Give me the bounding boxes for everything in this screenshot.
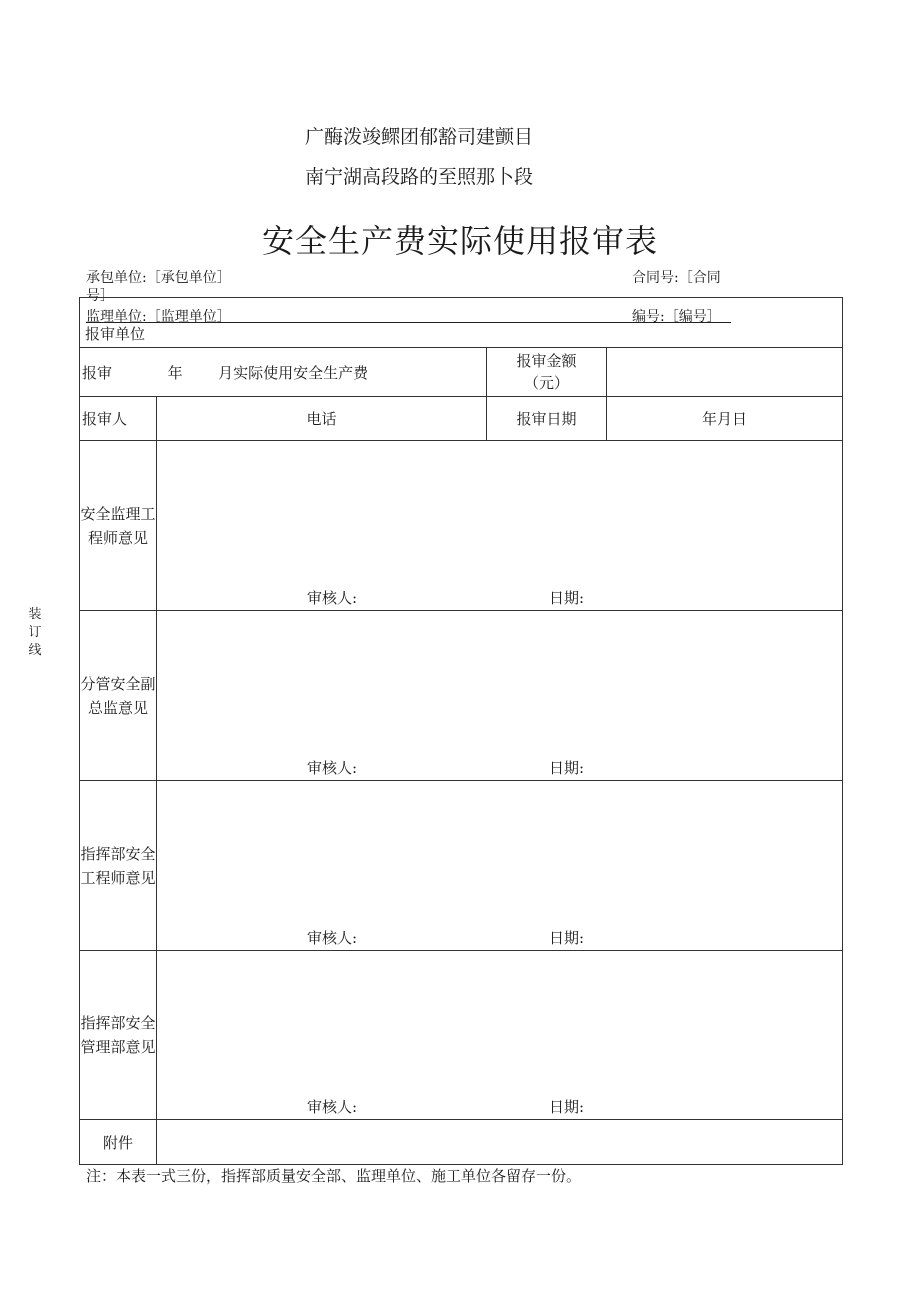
period-cell — [80, 348, 487, 397]
opinion-label-cell — [80, 611, 157, 781]
phone-cell[interactable] — [157, 397, 487, 441]
opinion-label: 分管安全副总监意见 — [80, 674, 156, 717]
phone-label: 电话 — [306, 410, 337, 428]
attachment-label-cell — [80, 1120, 157, 1165]
opinion-content-cell[interactable] — [157, 951, 843, 1120]
opinion-label-cell — [80, 781, 157, 951]
opinion-row — [80, 441, 843, 611]
opinion-row — [80, 781, 843, 951]
opinion-date-label: 日期: — [549, 759, 585, 777]
report-form-table — [79, 297, 843, 1165]
period-row — [80, 348, 843, 397]
reviewer-label: 审核人: — [307, 929, 358, 947]
report-date-value-cell[interactable] — [607, 397, 843, 441]
reviewer-label: 审核人: — [307, 759, 358, 777]
footnote: 注：本表一式三份，指挥部质量安全部、监理单位、施工单位各留存一份。 — [86, 1167, 582, 1185]
opinion-content-cell[interactable] — [157, 441, 843, 611]
binding-line-text: 装订线 — [28, 607, 42, 658]
reporter-label-cell — [80, 397, 157, 441]
reviewer-label: 审核人: — [307, 1098, 358, 1116]
contract-number-wrap: 号］ — [86, 288, 114, 304]
amount-label-cell — [487, 348, 607, 397]
amount-label-line1: 报审金额 — [516, 352, 577, 370]
opinion-date-label: 日期: — [549, 589, 585, 607]
amount-value-cell[interactable] — [607, 348, 843, 397]
opinion-date-label: 日期: — [549, 1098, 585, 1116]
period-year: 年 — [167, 363, 183, 382]
attachment-label: 附件 — [102, 1133, 133, 1152]
report-unit-label: 报审单位 — [85, 325, 146, 343]
supervisor-field: 监理单位:［监理单位］ — [86, 309, 231, 325]
attachment-content-cell[interactable] — [157, 1120, 843, 1165]
opinion-label-cell — [80, 951, 157, 1120]
report-date-value: 年月日 — [702, 410, 748, 428]
attachment-row — [80, 1120, 843, 1165]
opinion-row — [80, 951, 843, 1120]
amount-label-line2: （元） — [523, 374, 569, 392]
period-prefix: 报审 — [82, 363, 113, 382]
report-unit-cell[interactable] — [80, 298, 843, 348]
opinion-content-cell[interactable] — [157, 611, 843, 781]
opinion-row — [80, 611, 843, 781]
contract-number-field: 合同号:［合同 — [632, 270, 721, 286]
opinion-label: 指挥部安全工程师意见 — [80, 844, 156, 887]
opinion-content-cell[interactable] — [157, 781, 843, 951]
contractor-field: 承包单位:［承包单位］ — [86, 270, 231, 286]
opinion-date-label: 日期: — [549, 929, 585, 947]
opinion-label: 安全监理工程师意见 — [80, 504, 156, 547]
period-suffix: 月实际使用安全生产费 — [218, 363, 369, 382]
report-date-label: 报审日期 — [516, 410, 577, 428]
page-title: 安全生产费实际使用报审表 — [261, 222, 658, 260]
opinion-label: 指挥部安全管理部意见 — [80, 1014, 156, 1056]
report-date-label-cell — [487, 397, 607, 441]
report-unit-row — [80, 298, 843, 348]
project-header-line2: 南宁湖高段路的至照那卜段 — [305, 166, 534, 188]
reporter-label: 报审人 — [82, 410, 128, 428]
project-header-line1: 广酶泼竣鳏团郁豁司建颤目 — [305, 126, 534, 148]
opinion-label-cell — [80, 441, 157, 611]
reviewer-label: 审核人: — [307, 589, 358, 607]
reporter-row — [80, 397, 843, 441]
serial-number-field: 编号:［编号］ — [632, 309, 721, 325]
